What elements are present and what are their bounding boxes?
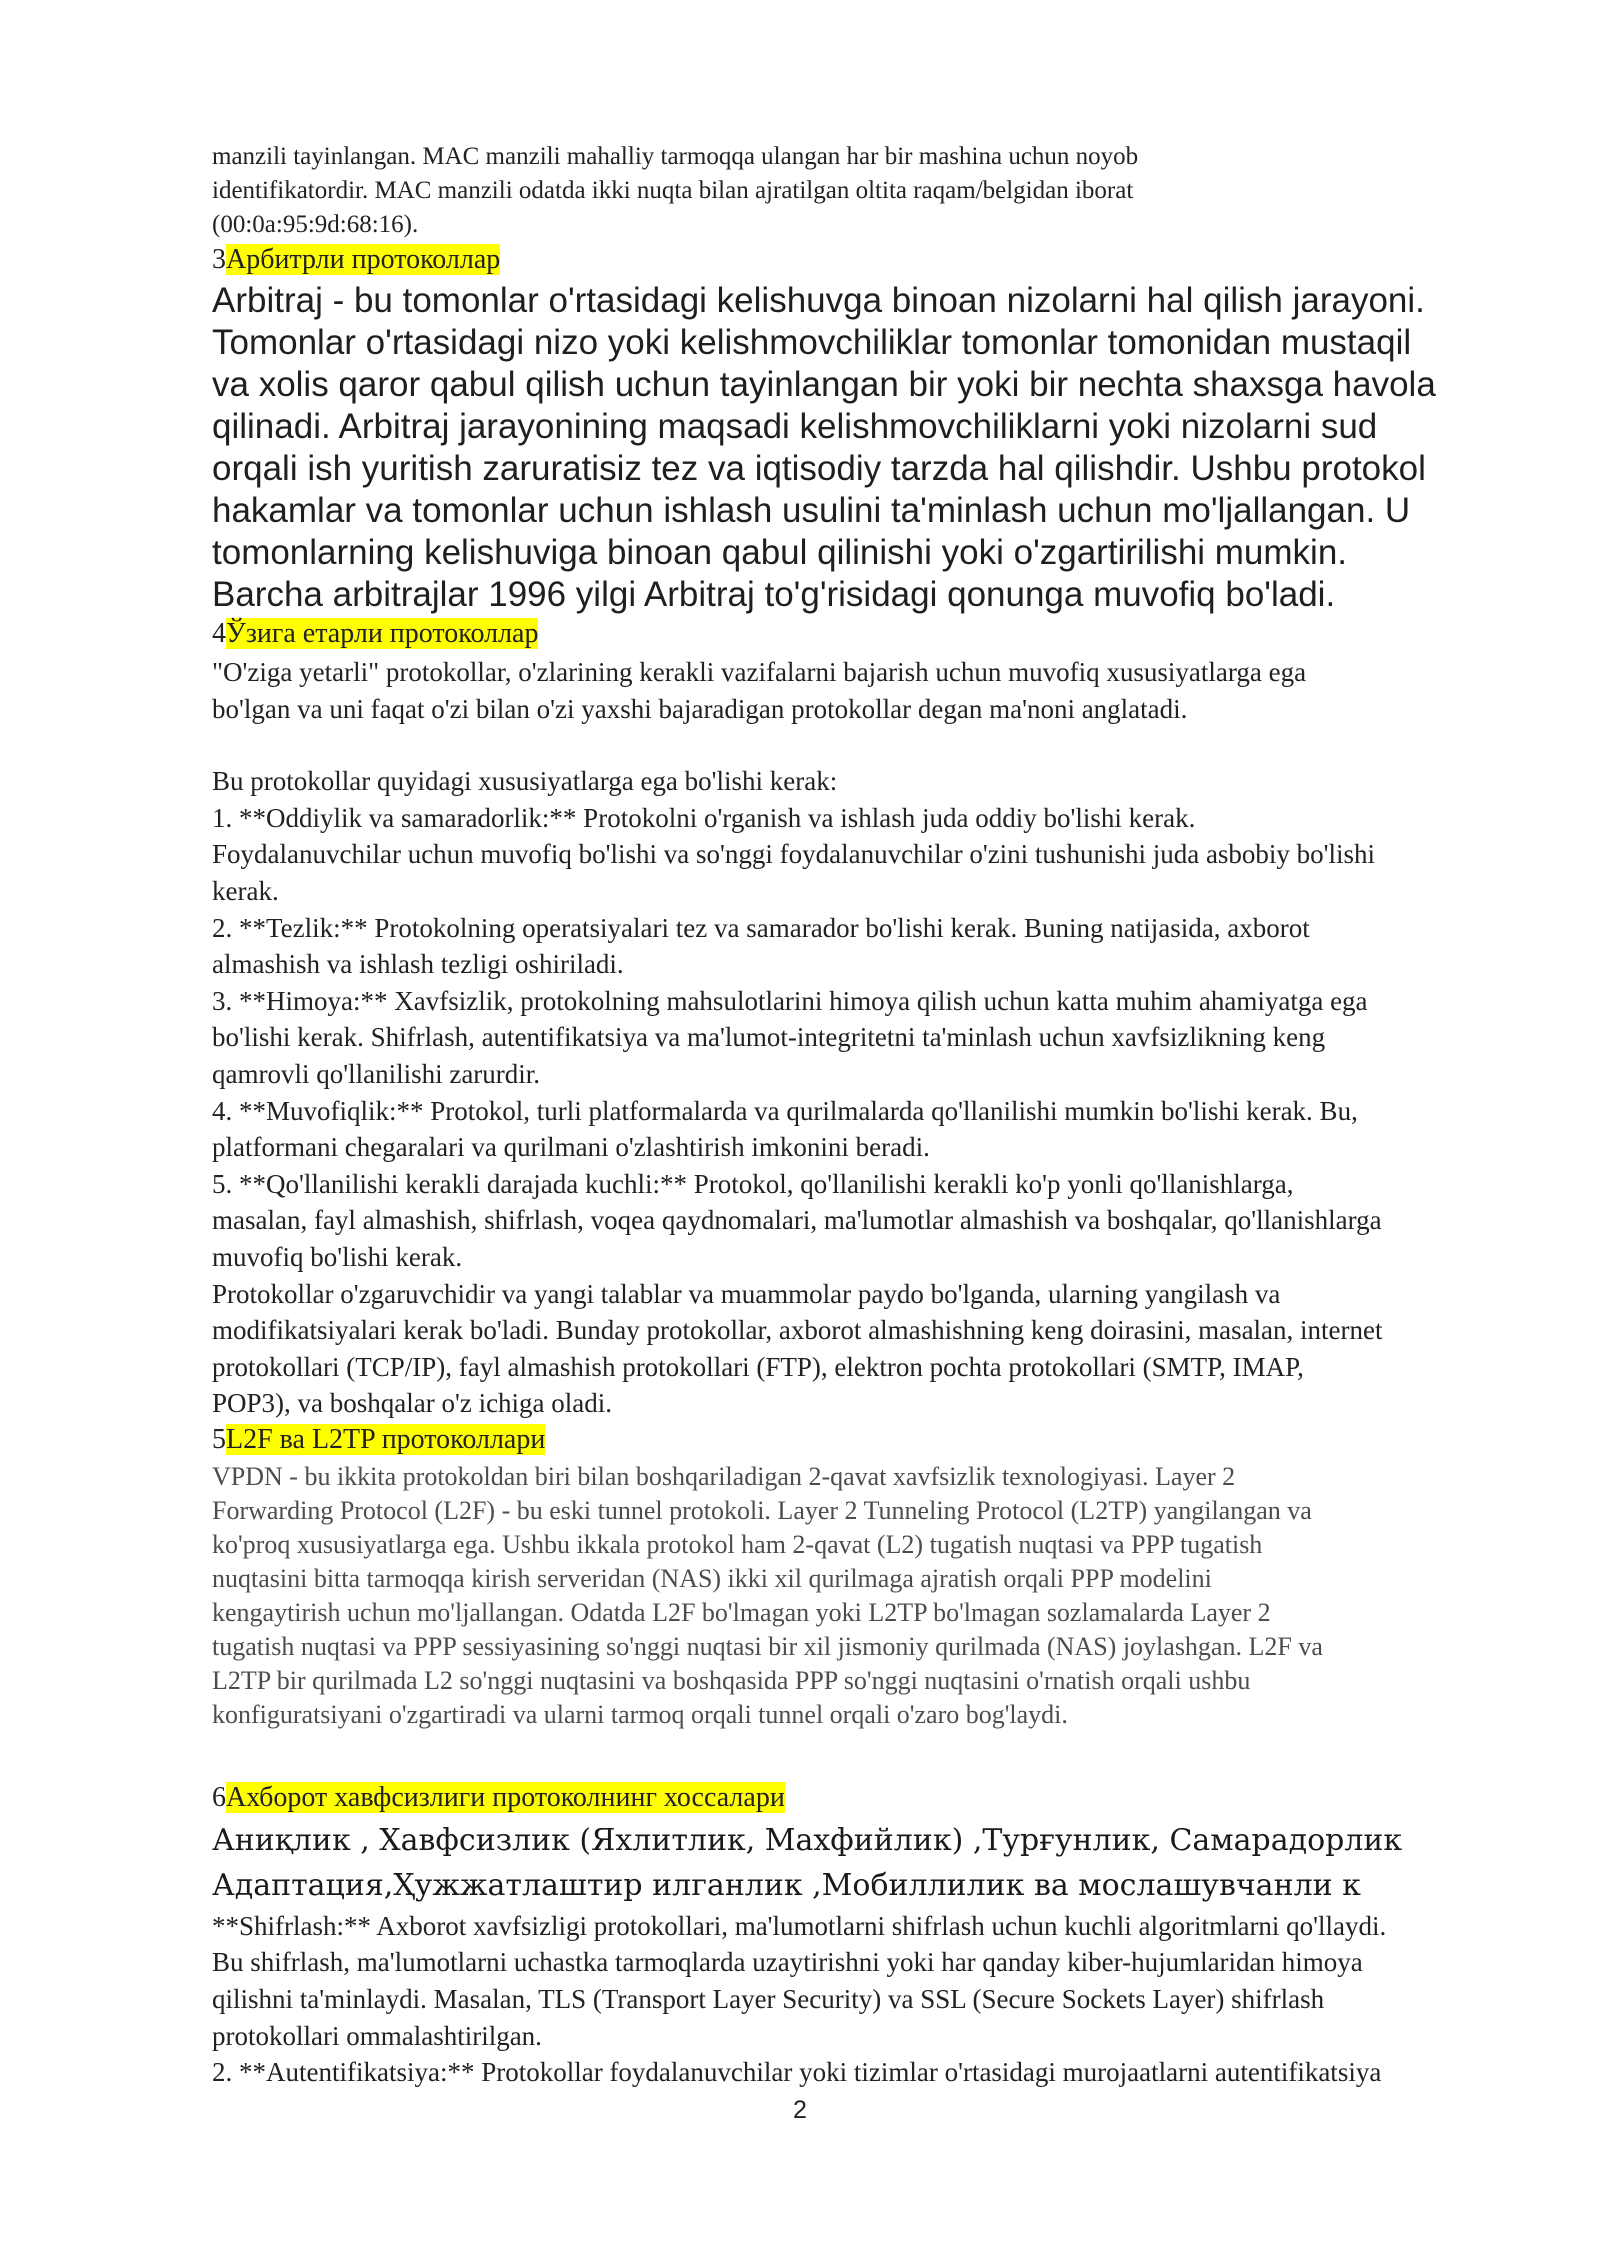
text-line: qilishni ta'minlaydi. Masalan, TLS (Transport Layer Security) va SSL (Secure Sockets Layer) shifrlash: [212, 1984, 1325, 2015]
text-line: Arbitraj - bu tomonlar o'rtasidagi kelishuvga binoan nizolarni hal qilish jarayoni.: [212, 281, 1425, 320]
text-line: kerak.: [212, 875, 279, 906]
blank-line: [212, 727, 1512, 763]
list-item: 3. **Himoya:** Xavfsizlik, protokolning mahsulotlarini himoya qilish uchun katta muhim ahamiyatga ega: [212, 985, 1368, 1016]
text-line: nuqtasini bitta tarmoqqa kirish serveridan (NAS) ikki xil qurilmaga ajratish orqali PPP modelini: [212, 1563, 1212, 1593]
blank-line: [212, 1732, 1512, 1780]
list-item: 2. **Autentifikatsiya:** Protokollar foydalanuvchilar yoki tizimlar o'rtasidagi murojaatlarni autentifikatsiya: [212, 2057, 1382, 2088]
text-line: manzili tayinlangan. MAC manzili mahalliy tarmoqqa ulangan har bir mashina uchun noyob: [212, 143, 1139, 170]
text-line: L2TP bir qurilmada L2 so'nggi nuqtasini va boshqasida PPP so'nggi nuqtasini o'rnatish orqali ushbu: [212, 1665, 1251, 1695]
text-line: ko'proq xususiyatlarga ega. Ushbu ikkala protokol ham 2-qavat (L2) tugatish nuqtasi va PPP tugatish: [212, 1529, 1263, 1559]
list-item: 1. **Oddiylik va samaradorlik:** Protokolni o'rganish va ishlash juda oddiy bo'lishi kerak.: [212, 802, 1196, 833]
text-line: tugatish nuqtasi va PPP sessiyasining so'nggi nuqtasi bir xil jismoniy qurilmada (NAS) joylashgan. L2F va: [212, 1631, 1323, 1661]
section-number: 4: [212, 618, 226, 649]
section-3-body: [212, 280, 1512, 616]
text-line: va xolis qaror qabul qilish uchun tayinlangan bir yoki bir nechta shaxsga havola: [212, 365, 1436, 404]
section-6-properties: [212, 1818, 1512, 1908]
intro-paragraph: [212, 140, 1512, 242]
text-line: orqali ish yuritish zaruratisiz tez va iqtisodiy tarzda hal qilishdir. Ushbu protokol: [212, 449, 1426, 488]
text-line: Forwarding Protocol (L2F) - bu eski tunnel protokoli. Layer 2 Tunneling Protocol (L2TP) yangilangan va: [212, 1495, 1312, 1525]
text-line: POP3), va boshqalar o'z ichiga oladi.: [212, 1388, 613, 1419]
text-line: "O'ziga yetarli" protokollar, o'zlarining kerakli vazifalarni bajarish uchun muvofiq xususiyatlarga ega: [212, 657, 1307, 687]
text-line: VPDN - bu ikkita protokoldan biri bilan boshqariladigan 2-qavat xavfsizlik texnologiyasi. Layer 2: [212, 1461, 1236, 1491]
section-6-body: [212, 1908, 1512, 2091]
text-line: qamrovli qo'llanilishi zarurdir.: [212, 1058, 541, 1089]
text-line: Адаптация,Ҳужжатлаштир илганлик ,Мобиллилик ва мослашувчанли к: [212, 1867, 1361, 1903]
page-number: 2: [793, 2096, 807, 2124]
text-line: muvofiq bo'lishi kerak.: [212, 1241, 463, 1272]
text-line: bo'lishi kerak. Shifrlash, autentifikatsiya va ma'lumot-integritetni ta'minlash uchun xavfsizlikning keng: [212, 1022, 1326, 1053]
section-6-heading: [212, 1780, 1512, 1816]
text-line: (00:0a:95:9d:68:16).: [212, 211, 419, 238]
list-item: 5. **Qo'llanilishi kerakli darajada kuchli:** Protokol, qo'llanilishi kerakli ko'p yonli qo'llanishlarga,: [212, 1168, 1294, 1199]
section-number: 3: [212, 244, 226, 275]
text-line: hakamlar va tomonlar uchun ishlash usulini ta'minlash uchun mo'ljallangan. U: [212, 491, 1411, 530]
section-5-heading: [212, 1422, 1512, 1458]
text-line: masalan, fayl almashish, shifrlash, voqea qaydnomalari, ma'lumotlar almashish va boshqalar, qo'llanishlarga: [212, 1205, 1382, 1236]
text-line: Protokollar o'zgaruvchidir va yangi talablar va muammolar paydo bo'lganda, ularning yangilash va: [212, 1278, 1281, 1309]
section-title: Ахборот хавфсизлиги протоколнинг хоссалари: [226, 1781, 785, 1813]
text-line: protokollari (TCP/IP), fayl almashish protokollari (FTP), elektron pochta protokollari (SMTP, IMAP,: [212, 1351, 1304, 1382]
text-line: Аниқлик , Хавфсизлик (Яхлитлик, Махфийлик) ,Турғунлик, Самарадорлик: [212, 1822, 1403, 1858]
text-line: Bu protokollar quyidagi xususiyatlarga ega bo'lishi kerak:: [212, 766, 838, 797]
text-line: bo'lgan va uni faqat o'zi bilan o'zi yaxshi bajaradigan protokollar degan ma'noni anglatadi.: [212, 693, 1188, 724]
text-line: tomonlarning kelishuviga binoan qabul qilinishi yoki o'zgartirilishi mumkin.: [212, 533, 1348, 572]
text-line: almashish va ishlash tezligi oshiriladi.: [212, 949, 624, 980]
section-title: L2F ва L2TP протоколлари: [226, 1423, 546, 1455]
text-line: konfiguratsiyani o'zgartiradi va ularni tarmoq orqali tunnel orqali o'zaro bog'laydi.: [212, 1699, 1068, 1729]
text-line: **Shifrlash:** Axborot xavfsizligi protokollari, ma'lumotlarni shifrlash uchun kuchli algoritmlarni qo'llaydi.: [212, 1910, 1387, 1941]
text-line: qilinadi. Arbitraj jarayonining maqsadi kelishmovchiliklarni yoki nizolarni sud: [212, 407, 1378, 446]
section-title: Арбитрли протоколлар: [226, 244, 501, 275]
text-line: protokollari ommalashtirilgan.: [212, 2020, 542, 2051]
text-line: platformani chegaralari va qurilmani o'zlashtirish imkonini beradi.: [212, 1132, 930, 1163]
list-item: 2. **Tezlik:** Protokolning operatsiyalari tez va samarador bo'lishi kerak. Buning natijasida, axborot: [212, 912, 1310, 943]
list-item: 4. **Muvofiqlik:** Protokol, turli platformalarda va qurilmalarda qo'llanilishi mumkin bo'lishi kerak. Bu,: [212, 1095, 1358, 1126]
section-title: Ўзига етарли протоколлар: [226, 618, 539, 649]
text-line: modifikatsiyalari kerak bo'ladi. Bunday protokollar, axborot almashishning keng doirasini, masalan, internet: [212, 1315, 1383, 1346]
document-page: [212, 140, 1512, 2091]
text-line: identifikatordir. MAC manzili odatda ikki nuqta bilan ajratilgan oltita raqam/belgidan iborat: [212, 177, 1134, 204]
text-line: Tomonlar o'rtasidagi nizo yoki kelishmovchiliklar tomonlar tomonidan mustaqil: [212, 323, 1412, 362]
section-5-body: [212, 1460, 1512, 1732]
text-line: Barcha arbitrajlar 1996 yilgi Arbitraj to'g'risidagi qonunga muvofiq bo'ladi.: [212, 575, 1336, 614]
section-4-body: [212, 763, 1512, 1422]
section-number: 5: [212, 1423, 226, 1455]
section-4-intro: [212, 654, 1512, 727]
text-line: kengaytirish uchun mo'ljallangan. Odatda L2F bo'lmagan yoki L2TP bo'lmagan sozlamalarda Layer 2: [212, 1597, 1271, 1627]
text-line: Bu shifrlash, ma'lumotlarni uchastka tarmoqlarda uzaytirishni yoki har qanday kiber-hujumlaridan himoya: [212, 1947, 1363, 1978]
text-line: Foydalanuvchilar uchun muvofiq bo'lishi va so'nggi foydalanuvchilar o'zini tushunishi juda asbobiy bo'lishi: [212, 839, 1376, 870]
section-3-heading: [212, 242, 1512, 278]
section-number: 6: [212, 1781, 226, 1813]
section-4-heading: [212, 616, 1512, 652]
